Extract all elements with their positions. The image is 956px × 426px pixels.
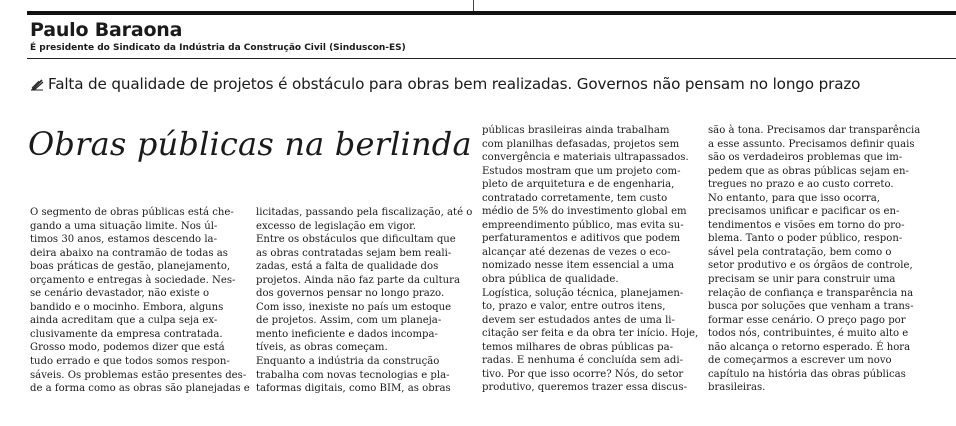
article-line: blema. Tanto o poder público, respon- bbox=[708, 233, 903, 245]
article-line: sáveis. Os problemas estão presentes des- bbox=[30, 369, 247, 381]
article-line: boas práticas de gestão, planejamento, bbox=[30, 261, 231, 273]
article-line: de projetos. Assim, com um planeja- bbox=[256, 315, 442, 327]
article-line: as obras contratadas sejam bem reali- bbox=[256, 247, 452, 259]
article-line: O segmento de obras públicas está che- bbox=[30, 207, 234, 218]
article-line: pleto de arquitetura e de engenharia, bbox=[482, 179, 675, 191]
article-line: alcançar até dezenas de vezes o eco- bbox=[482, 246, 671, 258]
article-line: formar esse cenário. O preço pago por bbox=[708, 314, 906, 326]
article-line: Entre os obstáculos que dificultam que bbox=[256, 234, 456, 246]
article-column-2 bbox=[256, 206, 473, 396]
article-line: Com isso, inexiste no país um estoque bbox=[256, 301, 452, 313]
article-column-3 bbox=[482, 124, 699, 395]
article-line: licitadas, passando pela fiscalização, até o bbox=[256, 207, 473, 218]
article-line: Enquanto a indústria da construção bbox=[256, 356, 440, 368]
article-line: públicas brasileiras ainda trabalham bbox=[482, 125, 670, 136]
article-line: taformas digitais, como BIM, as obras bbox=[256, 383, 451, 395]
article-line: são à tona. Precisamos dar transparência bbox=[708, 125, 921, 136]
article-line: excesso de legislação em vigor. bbox=[256, 220, 417, 232]
article-column-1 bbox=[30, 206, 250, 396]
author-name: Paulo Baraona bbox=[30, 19, 183, 41]
article-line: Estudos mostram que um projeto com- bbox=[482, 165, 681, 177]
subhead bbox=[30, 73, 860, 95]
article-line: deira abaixo na contramão de todas as bbox=[30, 247, 228, 259]
subhead-text: Falta de qualidade de projetos é obstáculo para obras bem realizadas. Governos não pensam no longo prazo bbox=[48, 75, 861, 93]
column-divider bbox=[473, 0, 474, 11]
article-line: obra pública de qualidade. bbox=[482, 274, 619, 286]
article-line: sável pela contratação, bem como o bbox=[708, 246, 892, 258]
article-line: produtivo, queremos trazer essa discus- bbox=[482, 382, 687, 394]
top-rule bbox=[27, 11, 956, 15]
headline: Obras públicas na berlinda bbox=[28, 125, 472, 163]
article-line: não alcança o retorno esperado. É hora bbox=[708, 341, 911, 353]
article-line: projetos. Ainda não faz parte da cultura bbox=[256, 274, 460, 286]
author-role: É presidente do Sindicato da Indústria da Construção Civil (Sinduscon-ES) bbox=[30, 43, 406, 53]
pen-quill-icon bbox=[30, 75, 44, 89]
article-line: contratado corretamente, tem custo bbox=[482, 192, 668, 204]
article-line: tíveis, as obras começam. bbox=[256, 342, 388, 354]
article-line: trabalha com novas tecnologias e pla- bbox=[256, 369, 450, 381]
article-line: médio de 5% do investimento global em bbox=[482, 206, 687, 218]
article-line: são os verdadeiros problemas que im- bbox=[708, 152, 903, 164]
article-line: tivo. Por que isso ocorre? Nós, do setor bbox=[482, 368, 684, 380]
article-line: capítulo na história das obras públicas bbox=[708, 368, 906, 380]
article-line: citação ser feita e da obra ter início. Hoje, bbox=[482, 328, 699, 340]
article-line: mento ineficiente e dados incompa- bbox=[256, 328, 438, 340]
article-line: to, prazo e valor, entre outros itens, bbox=[482, 301, 666, 313]
article-line: Grosso modo, podemos dizer que está bbox=[30, 342, 225, 354]
article-line: perfaturamentos e aditivos que podem bbox=[482, 233, 681, 245]
article-line: dos governos pensar no longo prazo. bbox=[256, 288, 445, 300]
article-line: zadas, está a falta de qualidade dos bbox=[256, 261, 439, 273]
article-line: radas. E nenhuma é concluída sem adi- bbox=[482, 355, 684, 367]
article-line: devem ser estudados antes de uma li- bbox=[482, 314, 675, 326]
article-line: tendimentos e visões em torno do pro- bbox=[708, 219, 905, 231]
article-line: No entanto, para que isso ocorra, bbox=[708, 192, 880, 204]
article-line: todos nós, contribuintes, é muito alto e bbox=[708, 328, 909, 340]
article-line: convergência e materiais ultrapassados. bbox=[482, 152, 689, 164]
article-line: clusivamente da empresa contratada. bbox=[30, 328, 223, 340]
article-line: tudo errado e que todos somos respon- bbox=[30, 356, 230, 368]
article-line: precisam se unir para construir uma bbox=[708, 274, 896, 286]
article-line: temos milhares de obras públicas pa- bbox=[482, 341, 674, 353]
article-line: com planilhas defasadas, projetos sem bbox=[482, 138, 680, 150]
article-line: Logística, solução técnica, planejamen- bbox=[482, 287, 684, 299]
article-column-4 bbox=[708, 124, 920, 395]
article-line: de a forma como as obras são planejadas e bbox=[30, 383, 250, 395]
article-line: busca por soluções que venham a trans- bbox=[708, 301, 914, 313]
article-line: timos 30 anos, estamos descendo la- bbox=[30, 234, 217, 246]
article-line: ainda acreditam que a culpa seja ex- bbox=[30, 315, 218, 327]
article-line: relação de confiança e transparência na bbox=[708, 287, 914, 299]
article-line: brasileiras. bbox=[708, 382, 766, 394]
article-line: bandido e o mocinho. Embora, alguns bbox=[30, 301, 224, 313]
article-line: tregues no prazo e ao custo correto. bbox=[708, 179, 894, 191]
article-line: nomizado nesse item essencial a uma bbox=[482, 260, 674, 272]
article-line: gando a uma situação limite. Nos úl- bbox=[30, 220, 218, 232]
article-line: orçamento e entregas à sociedade. Nes- bbox=[30, 274, 236, 286]
article-line: se cenário devastador, não existe o bbox=[30, 288, 210, 300]
article-line: a esse assunto. Precisamos definir quais bbox=[708, 138, 915, 150]
article-line: de começarmos a escrever um novo bbox=[708, 355, 892, 367]
article-line: setor produtivo e os órgãos de controle, bbox=[708, 260, 913, 272]
article-line: pedem que as obras públicas sejam en- bbox=[708, 165, 909, 177]
article-line: empreendimento público, mas evita su- bbox=[482, 219, 684, 231]
header-rule bbox=[27, 58, 956, 59]
article-line: precisamos unificar e pacificar os en- bbox=[708, 206, 900, 218]
